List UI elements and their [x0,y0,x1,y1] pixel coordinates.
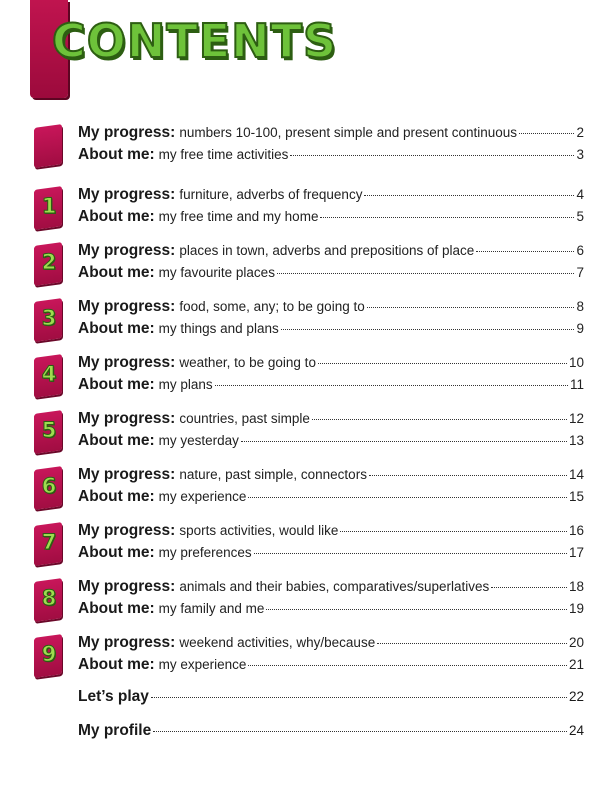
page-number: 10 [568,355,584,370]
page-title: CONTENTS [52,14,338,68]
unit-number: 3 [41,306,57,330]
progress-desc: numbers 10-100, present simple and present continuous [179,125,518,140]
progress-desc: sports activities, would like [179,523,339,538]
about-label: About me: [78,600,155,617]
about-label: About me: [78,146,155,163]
about-desc: my favourite places [158,265,275,280]
page-number: 4 [576,187,584,202]
about-line[interactable] [78,376,584,396]
leader-dots [519,133,574,134]
leader-dots [377,643,567,644]
unit-number: 5 [41,418,57,442]
page-number: 3 [576,147,584,162]
leader-dots [153,731,567,732]
progress-label: My progress: [78,466,176,483]
progress-line[interactable] [78,578,584,598]
leader-dots [248,497,567,498]
leader-dots [320,217,574,218]
about-desc: my experience [158,489,247,504]
progress-desc: furniture, adverbs of frequency [179,187,363,202]
unit-number: 8 [41,586,57,610]
about-label: About me: [78,376,155,393]
leader-dots [290,155,574,156]
page-number: 12 [568,411,584,426]
page-number: 13 [568,433,584,448]
progress-desc: countries, past simple [179,411,310,426]
page-number: 6 [576,243,584,258]
unit-number: 4 [41,362,57,386]
progress-label: My progress: [78,522,176,539]
leader-dots [476,251,574,252]
progress-line[interactable] [78,522,584,542]
progress-line[interactable] [78,124,584,144]
progress-desc: weekend activities, why/because [179,635,376,650]
page-number: 18 [568,579,584,594]
page-number: 24 [568,723,584,738]
about-label: About me: [78,488,155,505]
progress-desc: weather, to be going to [179,355,316,370]
page-number: 2 [576,125,584,140]
page-number: 9 [576,321,584,336]
page-number: 20 [568,635,584,650]
about-desc: my yesterday [158,433,239,448]
unit-number: 9 [41,642,57,666]
about-label: About me: [78,320,155,337]
unit-marker [34,124,62,168]
progress-label: My progress: [78,124,176,141]
progress-line[interactable] [78,186,584,206]
leader-dots [281,329,575,330]
progress-desc: places in town, adverbs and prepositions of place [179,243,475,258]
page-number: 14 [568,467,584,482]
progress-label: My progress: [78,578,176,595]
unit-number: 2 [41,250,57,274]
progress-label: My progress: [78,186,176,203]
leader-dots [151,697,567,698]
leader-dots [266,609,567,610]
about-desc: my experience [158,657,247,672]
about-desc: my free time activities [158,147,289,162]
progress-desc: nature, past simple, connectors [179,467,367,482]
page-number: 17 [568,545,584,560]
leader-dots [364,195,574,196]
lets-play-label: Let’s play [78,688,149,705]
about-line[interactable] [78,320,584,340]
about-line[interactable] [78,208,584,228]
leader-dots [254,553,567,554]
page-number: 21 [568,657,584,672]
progress-label: My progress: [78,354,176,371]
progress-line[interactable] [78,298,584,318]
about-line[interactable] [78,146,584,166]
leader-dots [248,665,567,666]
lets-play-line[interactable] [78,688,584,708]
page-number: 15 [568,489,584,504]
leader-dots [215,385,568,386]
about-desc: my preferences [158,545,252,560]
progress-line[interactable] [78,354,584,374]
about-line[interactable] [78,432,584,452]
my-profile-label: My profile [78,722,152,739]
leader-dots [369,475,567,476]
leader-dots [367,307,575,308]
leader-dots [312,419,567,420]
about-line[interactable] [78,544,584,564]
about-desc: my free time and my home [158,209,319,224]
about-label: About me: [78,656,155,673]
leader-dots [491,587,567,588]
about-label: About me: [78,264,155,281]
progress-line[interactable] [78,410,584,430]
about-desc: my plans [158,377,213,392]
unit-number: 7 [41,530,57,554]
progress-desc: food, some, any; to be going to [179,299,365,314]
page-number: 16 [568,523,584,538]
progress-line[interactable] [78,634,584,654]
my-profile-line[interactable] [78,722,584,742]
page-number: 22 [568,689,584,704]
page-number: 11 [569,377,584,392]
progress-label: My progress: [78,298,176,315]
about-line[interactable] [78,264,584,284]
page-number: 8 [576,299,584,314]
about-desc: my things and plans [158,321,279,336]
about-line[interactable] [78,656,584,676]
unit-number: 1 [41,194,57,218]
about-line[interactable] [78,600,584,620]
leader-dots [277,273,575,274]
about-label: About me: [78,544,155,561]
about-label: About me: [78,432,155,449]
leader-dots [241,441,567,442]
page-number: 7 [576,265,584,280]
leader-dots [340,531,567,532]
about-line[interactable] [78,488,584,508]
about-label: About me: [78,208,155,225]
unit-number: 6 [41,474,57,498]
progress-label: My progress: [78,410,176,427]
progress-label: My progress: [78,242,176,259]
page-number: 5 [576,209,584,224]
progress-desc: animals and their babies, comparatives/superlatives [179,579,490,594]
page-number: 19 [568,601,584,616]
progress-label: My progress: [78,634,176,651]
about-desc: my family and me [158,601,265,616]
progress-line[interactable] [78,466,584,486]
leader-dots [318,363,567,364]
progress-line[interactable] [78,242,584,262]
